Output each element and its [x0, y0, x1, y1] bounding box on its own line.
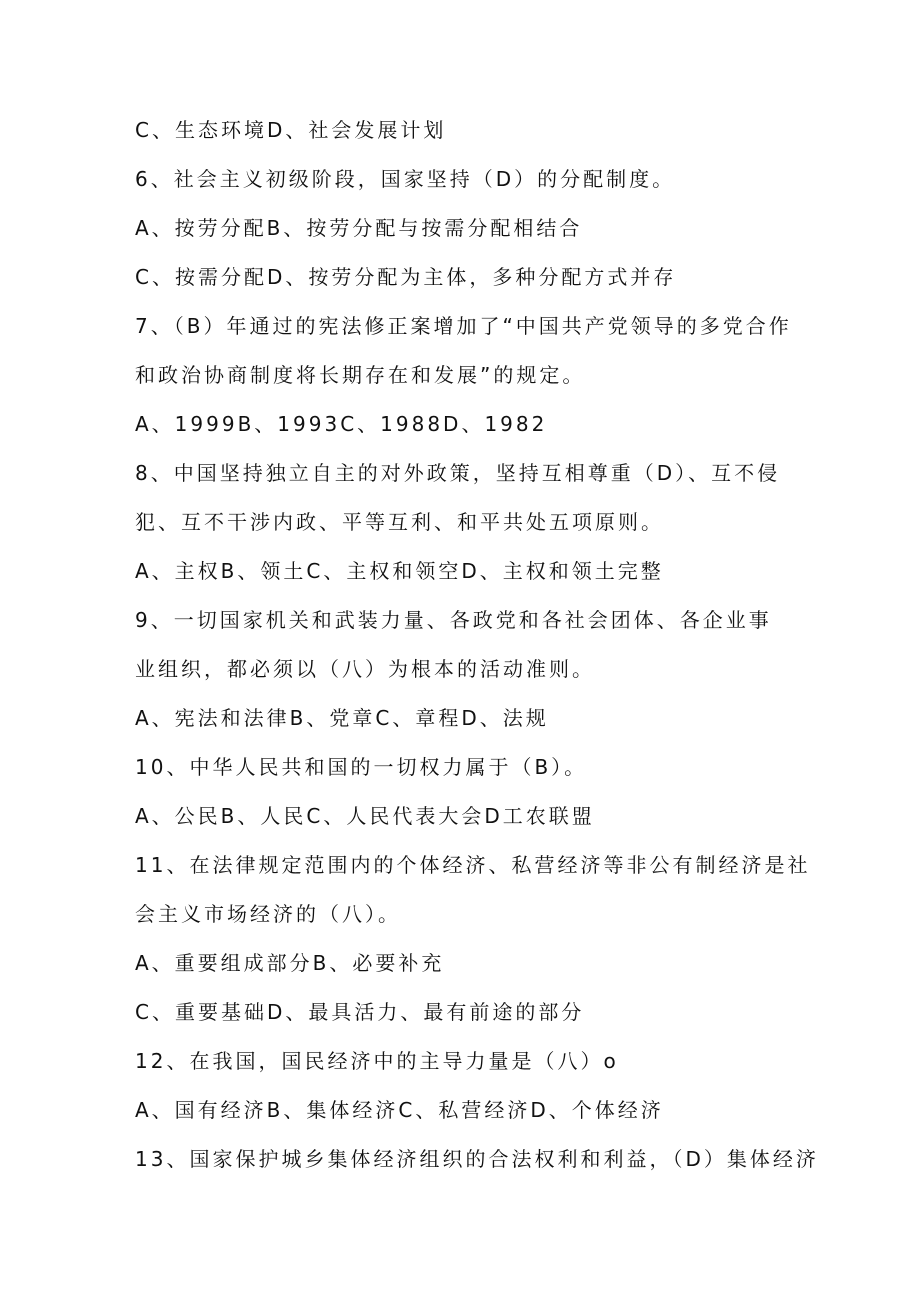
text-line-18: A、重要组成部分B、必要补充 [135, 951, 445, 975]
text-line-21: A、国有经济B、集体经济C、私营经济D、个体经济 [135, 1098, 664, 1122]
text-line-10: A、主权B、领土C、主权和领空D、主权和领土完整 [135, 559, 664, 583]
text-line-13: A、宪法和法律B、党章C、章程D、法规 [135, 706, 549, 730]
text-line-6: 和政治协商制度将长期存在和发展”的规定。 [135, 363, 586, 387]
text-line-3: A、按劳分配B、按劳分配与按需分配相结合 [135, 216, 583, 240]
text-line-11: 9、一切国家机关和武装力量、各政党和各社会团体、各企业事 [135, 608, 772, 632]
text-line-4: C、按需分配D、按劳分配为主体，多种分配方式并存 [135, 265, 677, 289]
text-line-19: C、重要基础D、最具活力、最有前途的部分 [135, 1000, 585, 1024]
text-line-16: 11、在法律规定范围内的个体经济、私营经济等非公有制经济是社 [135, 853, 811, 877]
text-line-8: 8、中国坚持独立自主的对外政策，坚持互相尊重（D）、互不侵 [135, 461, 781, 485]
text-line-12: 业组织，都必须以（八）为根本的活动准则。 [135, 657, 595, 681]
text-line-15: A、公民B、人民C、人民代表大会D工农联盟 [135, 804, 595, 828]
text-line-20: 12、在我国，国民经济中的主导力量是（八）o [135, 1049, 619, 1073]
text-line-7: A、1999B、1993C、1988D、1982 [135, 412, 548, 436]
text-line-2: 6、社会主义初级阶段，国家坚持（D）的分配制度。 [135, 167, 676, 191]
text-line-5: 7、（B）年通过的宪法修正案增加了“中国共产党领导的多党合作 [135, 314, 792, 338]
text-line-22: 13、国家保护城乡集体经济组织的合法权利和利益，（D）集体经济 [135, 1147, 819, 1171]
text-line-9: 犯、互不干涉内政、平等互利、和平共处五项原则。 [135, 510, 664, 534]
text-line-1: C、生态环境D、社会发展计划 [135, 118, 447, 142]
text-line-14: 10、中华人民共和国的一切权力属于（B）。 [135, 755, 588, 779]
text-line-17: 会主义市场经济的（八）。 [135, 902, 401, 926]
